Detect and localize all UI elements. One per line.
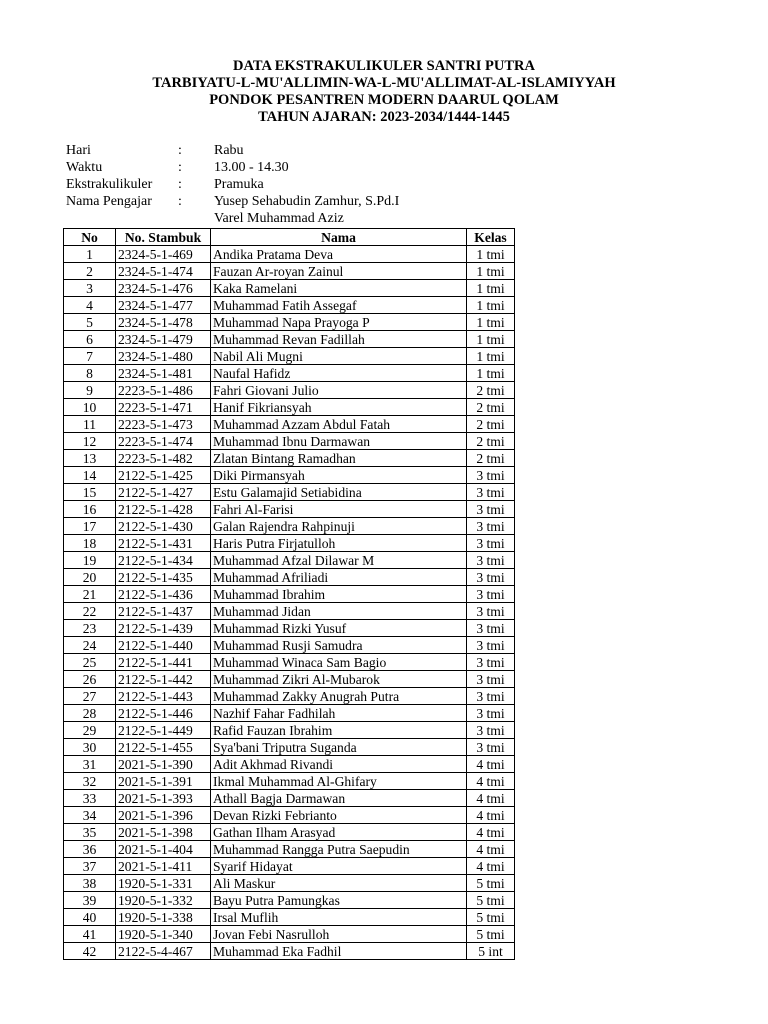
name-cell: Athall Bagja Darmawan [211, 790, 467, 807]
name-cell: Zlatan Bintang Ramadhan [211, 450, 467, 467]
table-row [64, 858, 515, 875]
class-cell: 3 tmi [467, 671, 515, 688]
table-row [64, 926, 515, 943]
stambuk-cell: 1920-5-1-338 [116, 909, 211, 926]
row-number: 36 [64, 841, 116, 858]
info-value: Yusep Sehabudin Zamhur, S.Pd.I [214, 194, 400, 209]
class-cell: 1 tmi [467, 280, 515, 297]
name-cell: Muhammad Fatih Assegaf [211, 297, 467, 314]
row-number: 31 [64, 756, 116, 773]
name-cell: Muhammad Revan Fadillah [211, 331, 467, 348]
stambuk-cell: 2021-5-1-411 [116, 858, 211, 875]
table-row [64, 382, 515, 399]
table-row [64, 399, 515, 416]
info-value: 13.00 - 14.30 [214, 160, 289, 175]
class-cell: 4 tmi [467, 841, 515, 858]
table-row [64, 365, 515, 382]
row-number: 19 [64, 552, 116, 569]
name-cell: Sya'bani Triputra Suganda [211, 739, 467, 756]
stambuk-cell: 2122-5-1-427 [116, 484, 211, 501]
stambuk-cell: 2122-5-1-437 [116, 603, 211, 620]
stambuk-cell: 2021-5-1-398 [116, 824, 211, 841]
title-line-2: TARBIYATU-L-MU'ALLIMIN-WA-L-MU'ALLIMAT-AL-ISLAMIYYAH [152, 75, 616, 91]
name-cell: Muhammad Rizki Yusuf [211, 620, 467, 637]
name-cell: Syarif Hidayat [211, 858, 467, 875]
info-value: Rabu [214, 143, 244, 158]
class-cell: 3 tmi [467, 688, 515, 705]
row-number: 15 [64, 484, 116, 501]
stambuk-cell: 2223-5-1-486 [116, 382, 211, 399]
stambuk-cell: 2122-5-1-434 [116, 552, 211, 569]
stambuk-cell: 2122-5-1-455 [116, 739, 211, 756]
name-cell: Muhammad Rangga Putra Saepudin [211, 841, 467, 858]
name-cell: Gathan Ilham Arasyad [211, 824, 467, 841]
class-cell: 1 tmi [467, 297, 515, 314]
stambuk-cell: 2122-5-4-467 [116, 943, 211, 960]
name-cell: Fahri Giovani Julio [211, 382, 467, 399]
title-line-3: PONDOK PESANTREN MODERN DAARUL QOLAM [209, 92, 559, 108]
name-cell: Bayu Putra Pamungkas [211, 892, 467, 909]
row-number: 34 [64, 807, 116, 824]
table-row [64, 739, 515, 756]
info-label: Ekstrakulikuler [66, 177, 153, 192]
class-cell: 4 tmi [467, 858, 515, 875]
name-cell: Naufal Hafidz [211, 365, 467, 382]
table-row [64, 824, 515, 841]
row-number: 37 [64, 858, 116, 875]
stambuk-cell: 2122-5-1-430 [116, 518, 211, 535]
class-cell: 1 tmi [467, 348, 515, 365]
table-row [64, 603, 515, 620]
row-number: 11 [64, 416, 116, 433]
class-cell: 1 tmi [467, 331, 515, 348]
name-cell: Muhammad Zikri Al-Mubarok [211, 671, 467, 688]
stambuk-cell: 2223-5-1-474 [116, 433, 211, 450]
stambuk-cell: 2324-5-1-469 [116, 246, 211, 263]
table-row [64, 535, 515, 552]
stambuk-cell: 2122-5-1-446 [116, 705, 211, 722]
name-cell: Muhammad Jidan [211, 603, 467, 620]
name-cell: Muhammad Rusji Samudra [211, 637, 467, 654]
name-cell: Nabil Ali Mugni [211, 348, 467, 365]
row-number: 27 [64, 688, 116, 705]
stambuk-cell: 1920-5-1-340 [116, 926, 211, 943]
class-cell: 3 tmi [467, 467, 515, 484]
class-cell: 1 tmi [467, 365, 515, 382]
class-cell: 3 tmi [467, 552, 515, 569]
table-row [64, 807, 515, 824]
row-number: 26 [64, 671, 116, 688]
info-value: Varel Muhammad Aziz [214, 211, 344, 226]
name-cell: Kaka Ramelani [211, 280, 467, 297]
class-cell: 3 tmi [467, 739, 515, 756]
name-cell: Muhammad Winaca Sam Bagio [211, 654, 467, 671]
stambuk-cell: 2021-5-1-396 [116, 807, 211, 824]
class-cell: 3 tmi [467, 603, 515, 620]
name-cell: Andika Pratama Deva [211, 246, 467, 263]
info-colon: : [178, 194, 182, 209]
class-cell: 4 tmi [467, 824, 515, 841]
row-number: 2 [64, 263, 116, 280]
table-row [64, 331, 515, 348]
row-number: 28 [64, 705, 116, 722]
class-cell: 3 tmi [467, 637, 515, 654]
info-colon: : [178, 177, 182, 192]
table-row [64, 314, 515, 331]
table-row [64, 416, 515, 433]
class-cell: 3 tmi [467, 620, 515, 637]
stambuk-cell: 2122-5-1-443 [116, 688, 211, 705]
row-number: 10 [64, 399, 116, 416]
stambuk-cell: 2324-5-1-481 [116, 365, 211, 382]
class-cell: 3 tmi [467, 722, 515, 739]
info-colon-empty [178, 210, 214, 227]
name-cell: Fahri Al-Farisi [211, 501, 467, 518]
info-colon: : [178, 160, 182, 175]
stambuk-cell: 2223-5-1-473 [116, 416, 211, 433]
info-row-hari [66, 142, 474, 159]
class-cell: 5 tmi [467, 909, 515, 926]
info-row-pengajar [66, 193, 474, 210]
stambuk-cell: 2122-5-1-441 [116, 654, 211, 671]
row-number: 42 [64, 943, 116, 960]
table-row [64, 943, 515, 960]
info-row-ekskul [66, 176, 474, 193]
row-number: 24 [64, 637, 116, 654]
table-row [64, 688, 515, 705]
table-body [64, 246, 515, 960]
class-cell: 2 tmi [467, 416, 515, 433]
row-number: 20 [64, 569, 116, 586]
row-number: 22 [64, 603, 116, 620]
row-number: 29 [64, 722, 116, 739]
class-cell: 5 tmi [467, 926, 515, 943]
stambuk-cell: 2223-5-1-471 [116, 399, 211, 416]
stambuk-cell: 1920-5-1-332 [116, 892, 211, 909]
row-number: 4 [64, 297, 116, 314]
name-cell: Muhammad Ibrahim [211, 586, 467, 603]
table-row [64, 790, 515, 807]
name-cell: Jovan Febi Nasrulloh [211, 926, 467, 943]
class-cell: 4 tmi [467, 773, 515, 790]
stambuk-cell: 2122-5-1-431 [116, 535, 211, 552]
stambuk-cell: 2021-5-1-391 [116, 773, 211, 790]
table-row [64, 671, 515, 688]
table-row [64, 722, 515, 739]
name-cell: Fauzan Ar-royan Zainul [211, 263, 467, 280]
table-row [64, 348, 515, 365]
class-cell: 1 tmi [467, 246, 515, 263]
table-row [64, 552, 515, 569]
class-cell: 3 tmi [467, 654, 515, 671]
table-row [64, 892, 515, 909]
class-cell: 1 tmi [467, 314, 515, 331]
table-row [64, 484, 515, 501]
name-cell: Devan Rizki Febrianto [211, 807, 467, 824]
name-cell: Muhammad Ibnu Darmawan [211, 433, 467, 450]
name-cell: Ali Maskur [211, 875, 467, 892]
name-cell: Hanif Fikriansyah [211, 399, 467, 416]
table-row [64, 586, 515, 603]
class-cell: 3 tmi [467, 569, 515, 586]
table-row [64, 518, 515, 535]
title-line-4: TAHUN AJARAN: 2023-2034/1444-1445 [258, 109, 510, 125]
header-stambuk: No. Stambuk [116, 229, 211, 246]
class-cell: 5 tmi [467, 892, 515, 909]
info-label: Waktu [66, 160, 103, 175]
row-number: 25 [64, 654, 116, 671]
row-number: 38 [64, 875, 116, 892]
table-row [64, 450, 515, 467]
info-row-pengajar-2 [66, 210, 474, 227]
table-row [64, 501, 515, 518]
name-cell: Muhammad Eka Fadhil [211, 943, 467, 960]
class-cell: 3 tmi [467, 518, 515, 535]
table-row [64, 909, 515, 926]
table-row [64, 620, 515, 637]
table-row [64, 263, 515, 280]
row-number: 33 [64, 790, 116, 807]
table-row [64, 280, 515, 297]
stambuk-cell: 2324-5-1-476 [116, 280, 211, 297]
row-number: 21 [64, 586, 116, 603]
class-cell: 4 tmi [467, 807, 515, 824]
row-number: 12 [64, 433, 116, 450]
document-title [0, 58, 768, 126]
class-cell: 4 tmi [467, 756, 515, 773]
row-number: 9 [64, 382, 116, 399]
name-cell: Adit Akhmad Rivandi [211, 756, 467, 773]
stambuk-cell: 2122-5-1-435 [116, 569, 211, 586]
table-row [64, 756, 515, 773]
row-number: 8 [64, 365, 116, 382]
class-cell: 3 tmi [467, 586, 515, 603]
class-cell: 3 tmi [467, 535, 515, 552]
name-cell: Rafid Fauzan Ibrahim [211, 722, 467, 739]
class-cell: 5 tmi [467, 875, 515, 892]
name-cell: Muhammad Zakky Anugrah Putra [211, 688, 467, 705]
row-number: 17 [64, 518, 116, 535]
class-cell: 2 tmi [467, 382, 515, 399]
table-row [64, 246, 515, 263]
row-number: 41 [64, 926, 116, 943]
row-number: 40 [64, 909, 116, 926]
class-cell: 4 tmi [467, 790, 515, 807]
stambuk-cell: 2324-5-1-479 [116, 331, 211, 348]
row-number: 1 [64, 246, 116, 263]
name-cell: Muhammad Azzam Abdul Fatah [211, 416, 467, 433]
row-number: 35 [64, 824, 116, 841]
row-number: 7 [64, 348, 116, 365]
name-cell: Muhammad Afzal Dilawar M [211, 552, 467, 569]
row-number: 13 [64, 450, 116, 467]
info-label-empty [66, 210, 178, 227]
row-number: 6 [64, 331, 116, 348]
class-cell: 3 tmi [467, 501, 515, 518]
stambuk-cell: 2223-5-1-482 [116, 450, 211, 467]
name-cell: Haris Putra Firjatulloh [211, 535, 467, 552]
table-row [64, 637, 515, 654]
name-cell: Diki Pirmansyah [211, 467, 467, 484]
stambuk-cell: 2324-5-1-480 [116, 348, 211, 365]
name-cell: Ikmal Muhammad Al-Ghifary [211, 773, 467, 790]
stambuk-cell: 2021-5-1-404 [116, 841, 211, 858]
name-cell: Muhammad Napa Prayoga P [211, 314, 467, 331]
class-cell: 5 int [467, 943, 515, 960]
info-colon: : [178, 143, 182, 158]
table-row [64, 569, 515, 586]
table-row [64, 841, 515, 858]
row-number: 16 [64, 501, 116, 518]
stambuk-cell: 1920-5-1-331 [116, 875, 211, 892]
stambuk-cell: 2324-5-1-474 [116, 263, 211, 280]
stambuk-cell: 2324-5-1-478 [116, 314, 211, 331]
class-cell: 3 tmi [467, 705, 515, 722]
name-cell: Galan Rajendra Rahpinuji [211, 518, 467, 535]
stambuk-cell: 2021-5-1-390 [116, 756, 211, 773]
stambuk-cell: 2324-5-1-477 [116, 297, 211, 314]
header-kelas: Kelas [467, 229, 515, 246]
class-cell: 3 tmi [467, 484, 515, 501]
stambuk-cell: 2122-5-1-428 [116, 501, 211, 518]
info-label: Nama Pengajar [66, 194, 152, 209]
stambuk-cell: 2021-5-1-393 [116, 790, 211, 807]
row-number: 23 [64, 620, 116, 637]
row-number: 30 [64, 739, 116, 756]
row-number: 14 [64, 467, 116, 484]
stambuk-cell: 2122-5-1-449 [116, 722, 211, 739]
name-cell: Muhammad Afriliadi [211, 569, 467, 586]
table-row [64, 773, 515, 790]
table-row [64, 705, 515, 722]
stambuk-cell: 2122-5-1-442 [116, 671, 211, 688]
table-row [64, 467, 515, 484]
stambuk-cell: 2122-5-1-439 [116, 620, 211, 637]
class-cell: 2 tmi [467, 433, 515, 450]
table-row [64, 433, 515, 450]
header-nama: Nama [211, 229, 467, 246]
row-number: 5 [64, 314, 116, 331]
table-header-row [64, 229, 515, 246]
class-cell: 2 tmi [467, 399, 515, 416]
class-cell: 1 tmi [467, 263, 515, 280]
name-cell: Irsal Muflih [211, 909, 467, 926]
row-number: 3 [64, 280, 116, 297]
info-block [66, 142, 474, 227]
stambuk-cell: 2122-5-1-440 [116, 637, 211, 654]
table-row [64, 654, 515, 671]
info-row-waktu [66, 159, 474, 176]
student-table [63, 228, 515, 960]
name-cell: Nazhif Fahar Fadhilah [211, 705, 467, 722]
stambuk-cell: 2122-5-1-425 [116, 467, 211, 484]
row-number: 18 [64, 535, 116, 552]
stambuk-cell: 2122-5-1-436 [116, 586, 211, 603]
title-line-1: DATA EKSTRAKULIKULER SANTRI PUTRA [232, 58, 535, 74]
table-row [64, 297, 515, 314]
row-number: 32 [64, 773, 116, 790]
table-row [64, 875, 515, 892]
class-cell: 2 tmi [467, 450, 515, 467]
info-label: Hari [66, 143, 91, 158]
header-no: No [64, 229, 116, 246]
row-number: 39 [64, 892, 116, 909]
name-cell: Estu Galamajid Setiabidina [211, 484, 467, 501]
info-value: Pramuka [214, 177, 264, 192]
